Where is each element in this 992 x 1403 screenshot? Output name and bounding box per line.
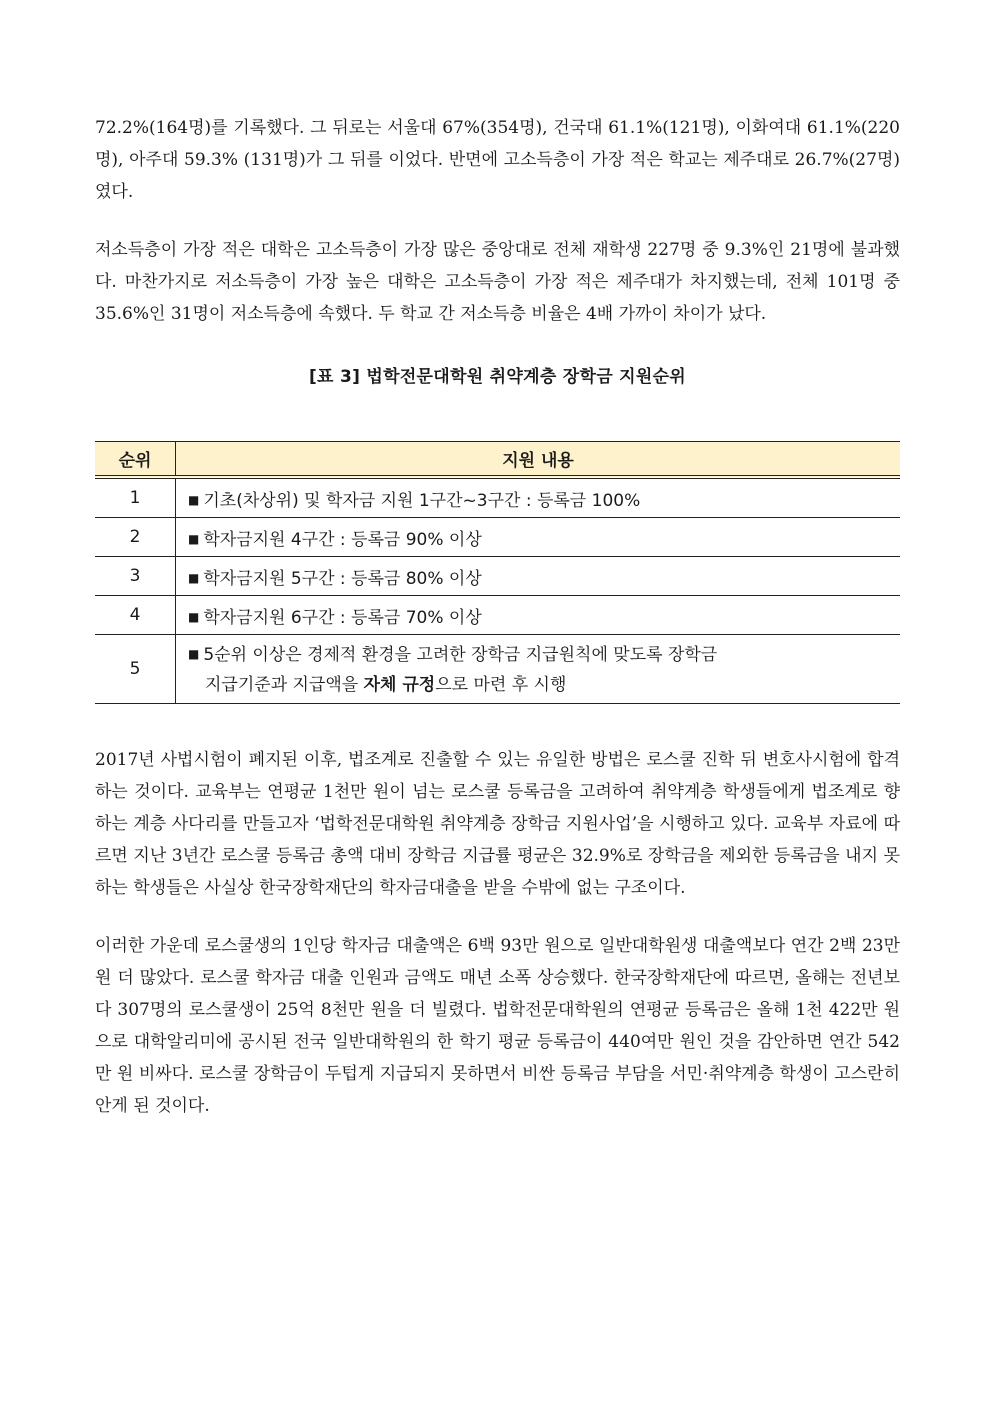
body-after-table — [95, 744, 900, 1122]
table-row — [95, 518, 900, 557]
row-content-text: 학자금지원 6구간 : 등록금 70% 이상 — [203, 607, 482, 628]
table-row — [95, 635, 900, 704]
header-rank: 순위 — [95, 442, 176, 478]
row-rank: 5 — [95, 635, 176, 704]
table-row — [95, 557, 900, 596]
square-bullet-icon: ■ — [188, 646, 200, 661]
square-bullet-icon: ■ — [188, 609, 200, 624]
row-rank: 1 — [95, 477, 176, 518]
row-content-text: 학자금지원 4구간 : 등록금 90% 이상 — [203, 529, 482, 550]
row-rank: 3 — [95, 557, 176, 596]
row-content-multiline — [188, 639, 900, 700]
row-content-text: 학자금지원 5구간 : 등록금 80% 이상 — [203, 568, 482, 589]
table-row — [95, 477, 900, 518]
table-caption: [표 3] 법학전문대학원 취약계층 장학금 지원순위 — [308, 367, 687, 387]
row-content-text: 기초(차상위) 및 학자금 지원 1구간~3구간 : 등록금 100% — [203, 490, 641, 511]
table-header-row — [95, 442, 900, 478]
row-content — [176, 557, 901, 596]
row-content — [176, 596, 901, 635]
row5-line2-post: 으로 마련 후 시행 — [435, 674, 567, 695]
row-rank: 4 — [95, 596, 176, 635]
row5-line2-bold: 자체 규정 — [363, 674, 436, 695]
row-rank: 2 — [95, 518, 176, 557]
row5-line1: 5순위 이상은 경제적 환경을 고려한 장학금 지급원칙에 맞도록 장학금 — [203, 644, 718, 665]
square-bullet-icon: ■ — [188, 492, 200, 507]
square-bullet-icon: ■ — [188, 531, 200, 546]
header-content: 지원 내용 — [176, 442, 901, 478]
document-page — [95, 112, 900, 1122]
paragraph-low-income-schools: 저소득층이 가장 적은 대학은 고소득층이 가장 많은 중앙대로 전체 재학생 227명 중 9.3%인 21명에 불과했다. 마찬가지로 저소득층이 가장 높은 대학은 고소득층이 가장 적은 제주대가 차지했는데, 전체 101명 중 35.6%인 31명이 저소득층에 속했다. 두 학교 간 저소득층 비율은 4배 가까이 차이가 났다. — [95, 240, 900, 324]
paragraph-student-loans: 이러한 가운데 로스쿨생의 1인당 학자금 대출액은 6백 93만 원으로 일반대학원생 대출액보다 연간 2백 23만 원 더 많았다. 로스쿨 학자금 대출 인원과 금액도 매년 소폭 상승했다. 한국장학재단에 따르면, 올해는 전년보다 307명의 로스쿨생이 25억 8천만 원을 더 빌렸다. 법학전문대학원의 연평균 등록금은 올해 1천 422만 원으로 대학알리미에 공시된 전국 일반대학원의 한 학기 평균 등록금이 440여만 원인 것을 감안하면 연간 542만 원 비싸다. 로스쿨 장학금이 두텁게 지급되지 못하면서 비싼 등록금 부담을 서민·취약계층 학생이 고스란히 안게 된 것이다. — [95, 936, 900, 1116]
row5-line2 — [188, 670, 890, 700]
paragraph-high-income-schools: 72.2%(164명)를 기록했다. 그 뒤로는 서울대 67%(354명), 건국대 61.1%(121명), 이화여대 61.1%(220명), 아주대 59.3% (131명)가 그 뒤를 이었다. 반면에 고소득층이 가장 적은 학교는 제주대로 26.7%(27명)였다. — [95, 118, 900, 202]
row-content — [176, 518, 901, 557]
scholarship-priority-table — [95, 441, 900, 704]
row-content — [176, 635, 901, 704]
table-row — [95, 596, 900, 635]
square-bullet-icon: ■ — [188, 570, 200, 585]
paragraph-law-school-tuition: 2017년 사법시험이 폐지된 이후, 법조계로 진출할 수 있는 유일한 방법은 로스쿨 진학 뒤 변호사시험에 합격하는 것이다. 교육부는 연평균 1천만 원이 넘는 로스쿨 등록금을 고려하여 취약계층 학생들에게 법조계로 향하는 계층 사다리를 만들고자 ‘법학전문대학원 취약계층 장학금 지원사업’을 시행하고 있다. 교육부 자료에 따르면 지난 3년간 로스쿨 등록금 총액 대비 장학금 지급률 평균은 32.9%로 장학금을 제외한 등록금을 내지 못하는 학생들은 사실상 한국장학재단의 학자금대출을 받을 수밖에 없는 구조이다. — [95, 750, 900, 898]
row-content — [176, 477, 901, 518]
row5-line2-pre: 지급기준과 지급액을 — [205, 674, 364, 695]
